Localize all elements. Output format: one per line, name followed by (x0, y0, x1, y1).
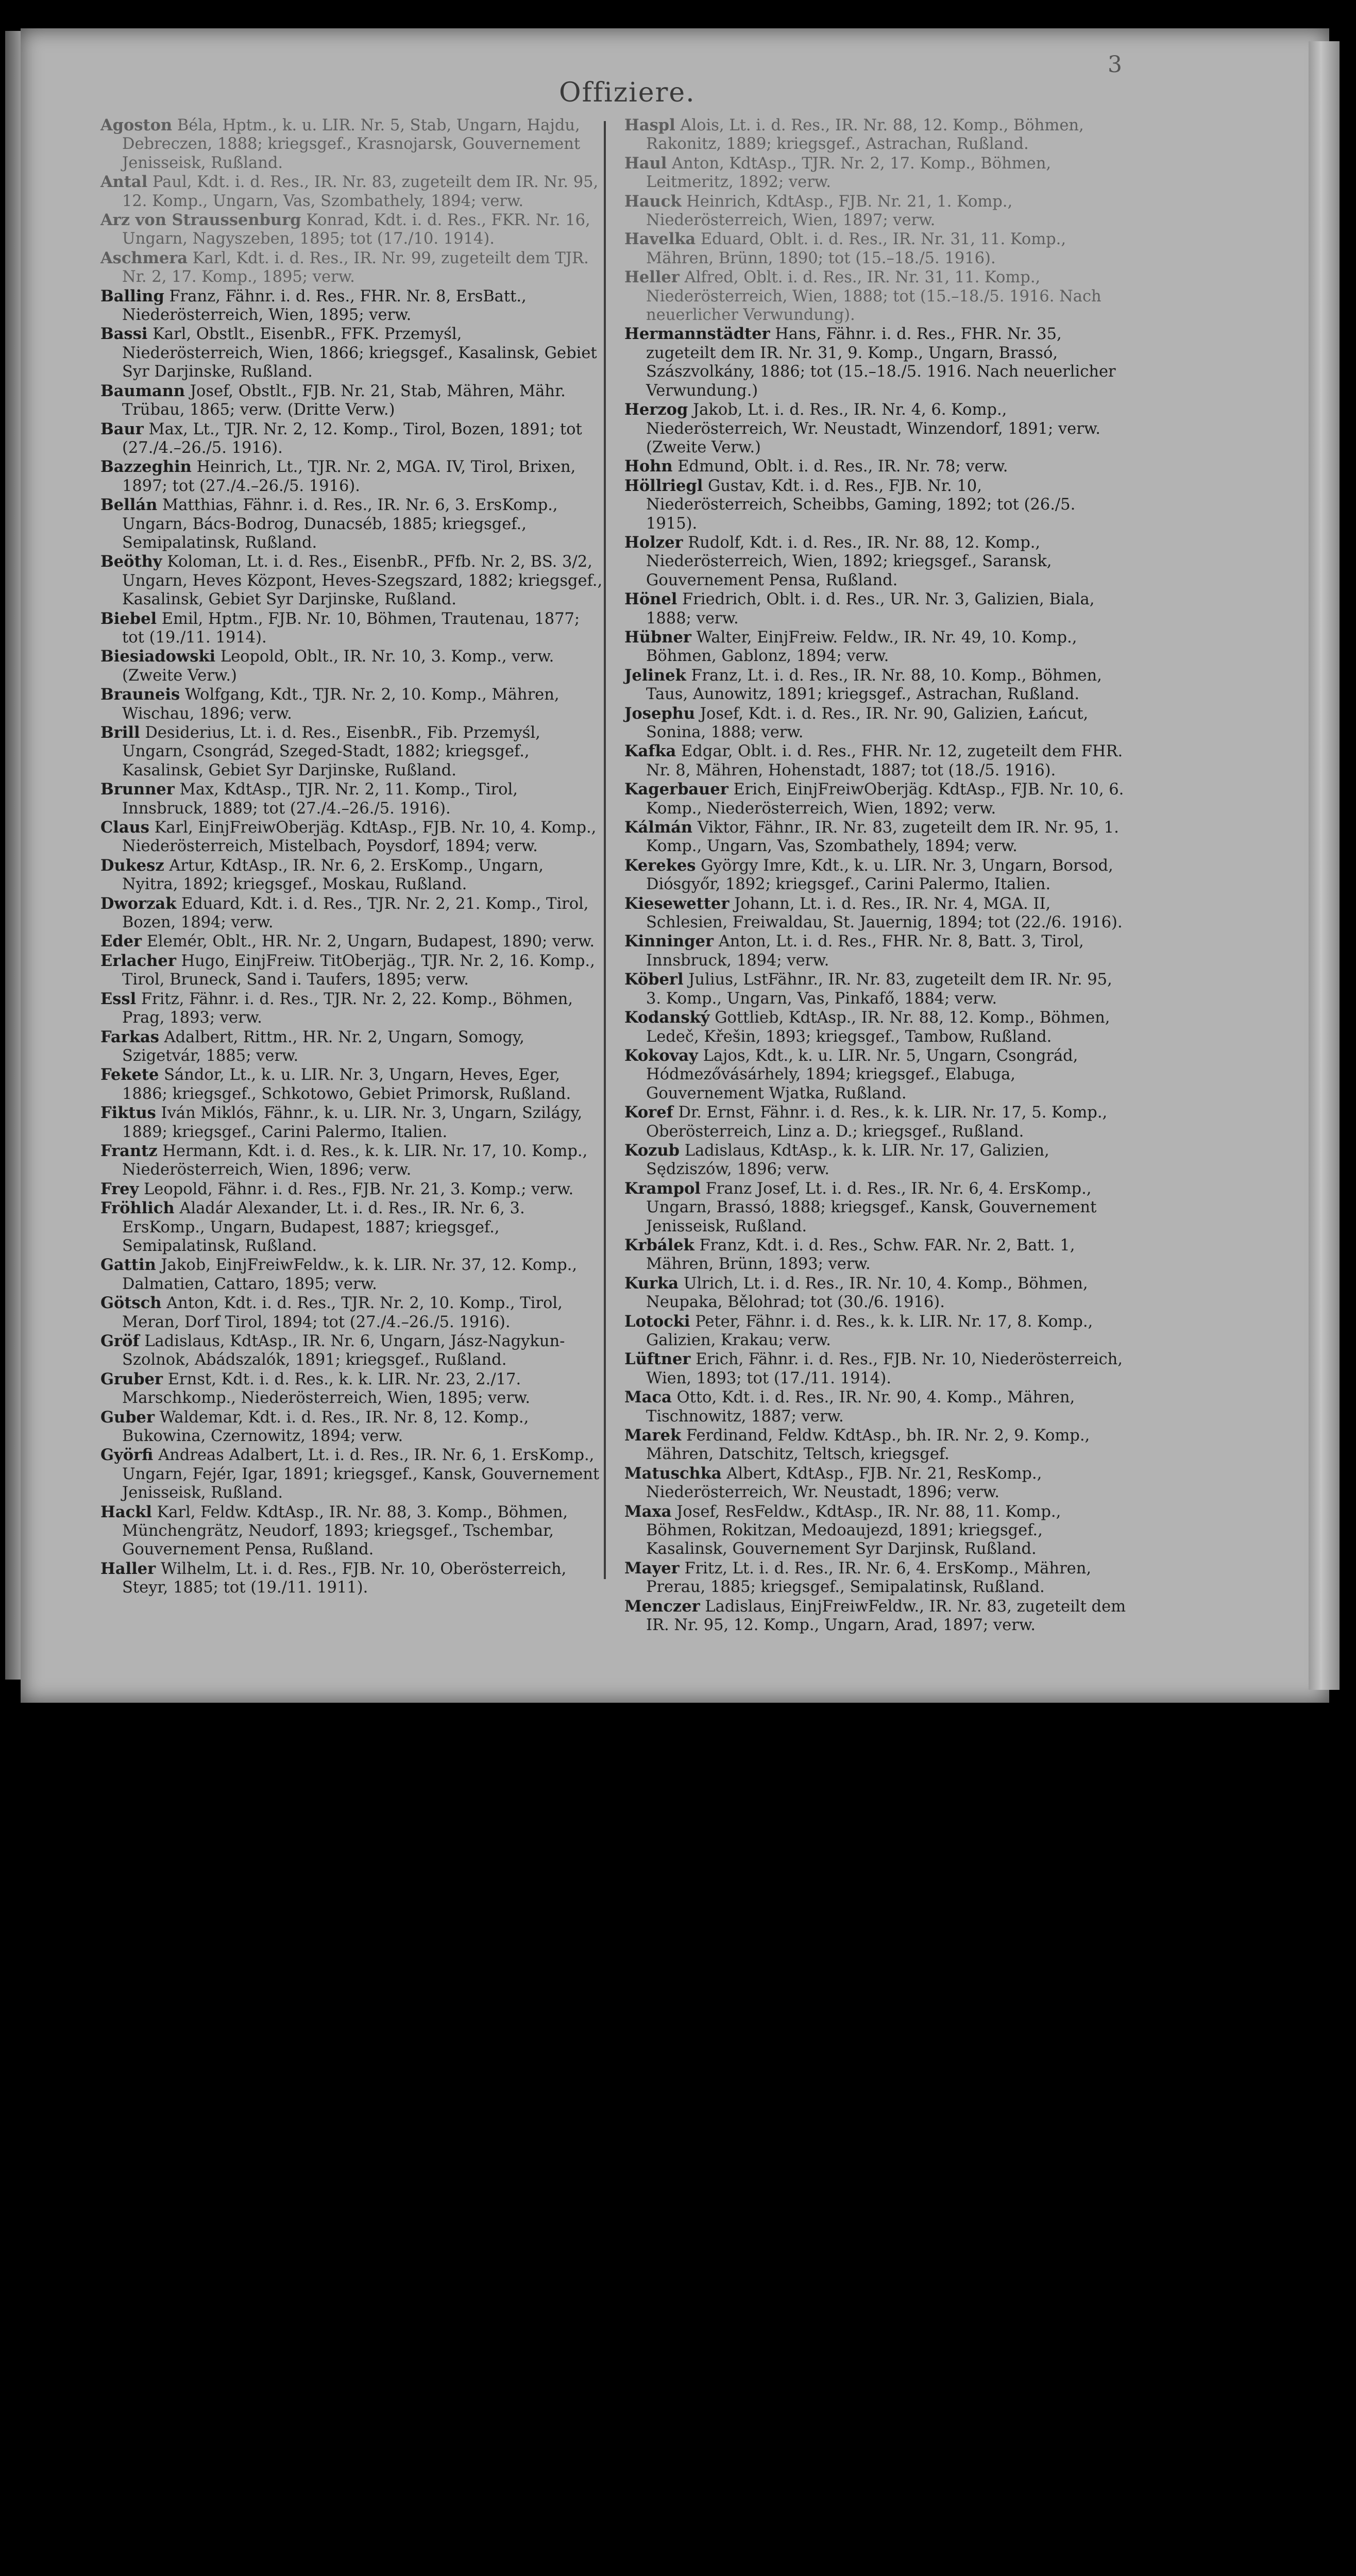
officer-details: Waldemar, Kdt. i. d. Res., IR. Nr. 8, 12. Komp., Bukowina, Czernowitz, 1894; verw. (122, 1408, 529, 1446)
officer-surname: Bellán (100, 496, 158, 515)
officer-entry (100, 1142, 603, 1180)
officer-entry (624, 1559, 1127, 1597)
officer-surname: Mayer (624, 1558, 680, 1578)
officer-entry (624, 970, 1127, 1008)
right-column (624, 116, 1127, 1635)
officer-surname: Beöthy (100, 552, 162, 571)
officer-entry (100, 723, 603, 780)
officer-details: Julius, LstFähnr., IR. Nr. 83, zugeteilt dem IR. Nr. 95, 3. Komp., Ungarn, Vas, Pinkafő, 1884; verw. (646, 971, 1112, 1008)
officer-details: Leopold, Fähnr. i. d. Res., FJB. Nr. 21, 3. Komp.; verw. (144, 1180, 574, 1198)
officer-surname: Haller (100, 1559, 156, 1578)
officer-details: Béla, Hptm., k. u. LIR. Nr. 5, Stab, Ungarn, Hajdu, Debreczen, 1888; kriegsgef., Krasnojarsk, Gouvernement Jenisseisk, Rußland. (122, 116, 581, 172)
officer-surname: Jelinek (624, 666, 686, 685)
officer-surname: Holzer (624, 533, 683, 552)
officer-surname: Farkas (100, 1027, 159, 1046)
officer-details: Matthias, Fähnr. i. d. Res., IR. Nr. 6, 3. ErsKomp., Ungarn, Bács-Bodrog, Dunacséb, 1885; kriegsgef., Semipalatinsk, Rußland. (122, 496, 558, 552)
officer-surname: Bassi (100, 325, 148, 344)
officer-details: Wolfgang, Kdt., TJR. Nr. 2, 10. Komp., Mähren, Wischau, 1896; verw. (122, 686, 560, 723)
officer-surname: Herzog (624, 400, 688, 419)
officer-entry (624, 666, 1127, 704)
officer-entry (624, 1388, 1127, 1426)
officer-entry (624, 1103, 1127, 1141)
officer-entry (100, 1370, 603, 1408)
officer-entry (100, 894, 603, 933)
officer-entry (624, 932, 1127, 970)
officer-entry (624, 1312, 1127, 1350)
officer-details: Ernst, Kdt. i. d. Res., k. k. LIR. Nr. 23, 2./17. Marschkomp., Niederösterreich, Wien, 1895; verw. (122, 1370, 531, 1408)
officer-details: Heinrich, KdtAsp., FJB. Nr. 21, 1. Komp., Niederösterreich, Wien, 1897; verw. (646, 192, 1013, 230)
officer-details: Eduard, Oblt. i. d. Res., IR. Nr. 31, 11. Komp., Mähren, Brünn, 1890; tot (15.–18./5. 1916). (646, 230, 1066, 267)
officer-entry (624, 1502, 1127, 1559)
officer-details: Wilhelm, Lt. i. d. Res., FJB. Nr. 10, Oberösterreich, Steyr, 1885; tot (19./11. 1911). (122, 1560, 567, 1597)
officer-surname: Claus (100, 818, 149, 837)
officer-details: Anton, Lt. i. d. Res., FHR. Nr. 8, Batt. 3, Tirol, Innsbruck, 1894; verw. (646, 933, 1084, 970)
officer-entry (100, 325, 603, 381)
page-title: Offiziere. (559, 77, 696, 108)
officer-details: Karl, Obstlt., EisenbR., FFK. Przemyśl, Niederösterreich, Wien, 1866; kriegsgef., Kasalinsk, Gebiet Syr Darjinske, Rußland. (122, 325, 597, 381)
officer-entry (100, 496, 603, 552)
officer-surname: Kiesewetter (624, 894, 730, 913)
officer-details: Max, Lt., TJR. Nr. 2, 12. Komp., Tirol, Bozen, 1891; tot (27./4.–26./5. 1916). (122, 420, 582, 457)
officer-details: Karl, Feldw. KdtAsp., IR. Nr. 88, 3. Komp., Böhmen, Münchengrätz, Neudorf, 1893; kriegsgef., Tschembar, Gouvernement Pensa, Rußland. (122, 1503, 568, 1559)
officer-details: Franz, Fähnr. i. d. Res., FHR. Nr. 8, ErsBatt., Niederösterreich, Wien, 1895; verw. (122, 287, 527, 325)
left-column (100, 116, 603, 1598)
officer-entry (100, 1180, 603, 1199)
officer-surname: Baur (100, 419, 144, 438)
officer-surname: Eder (100, 932, 142, 951)
officer-entry (624, 400, 1127, 457)
officer-entry (100, 609, 603, 648)
officer-surname: Gruber (100, 1369, 163, 1388)
officer-entry (624, 590, 1127, 628)
officer-surname: Krbálek (624, 1235, 694, 1255)
officer-details: Josef, Kdt. i. d. Res., IR. Nr. 90, Galizien, Łańcut, Sonina, 1888; verw. (646, 704, 1089, 741)
officer-surname: Maxa (624, 1502, 672, 1521)
officer-surname: Kodanský (624, 1008, 710, 1027)
officer-entry (624, 533, 1127, 590)
officer-surname: Haul (624, 154, 667, 173)
officer-surname: Koref (624, 1103, 673, 1122)
officer-entry (624, 1236, 1127, 1274)
officer-surname: Kinninger (624, 932, 714, 951)
officer-details: György Imre, Kdt., k. u. LIR. Nr. 3, Ungarn, Borsod, Diósgyőr, 1892; kriegsgef., Carini Palermo, Italien. (646, 856, 1113, 894)
officer-surname: Brill (100, 723, 140, 742)
officer-surname: Fröhlich (100, 1199, 175, 1218)
officer-details: Emil, Hptm., FJB. Nr. 10, Böhmen, Trautenau, 1877; tot (19./11. 1914). (122, 609, 580, 647)
officer-details: Alois, Lt. i. d. Res., IR. Nr. 88, 12. Komp., Böhmen, Rakonitz, 1889; kriegsgef., Astrachan, Rußland. (646, 116, 1084, 154)
officer-surname: Dworzak (100, 894, 177, 913)
officer-entry (100, 990, 603, 1028)
officer-surname: Gröf (100, 1332, 140, 1350)
officer-entry (624, 154, 1127, 192)
officer-entry (100, 780, 603, 818)
page-right-edge (1309, 41, 1340, 1690)
officer-entry (624, 1464, 1127, 1502)
officer-surname: Kerekes (624, 856, 696, 875)
officer-entry (100, 1294, 603, 1332)
officer-surname: Biesiadowski (100, 647, 216, 666)
page-number: 3 (1108, 52, 1122, 78)
officer-entry (100, 932, 603, 951)
officer-entry (624, 628, 1127, 666)
officer-entry (100, 249, 603, 287)
officer-details: Josef, ResFeldw., KdtAsp., IR. Nr. 88, 11. Komp., Böhmen, Rokitzan, Medoaujezd, 1891; kriegsgef., Kasalinsk, Gouvernement Syr Darjinsk, Rußland. (646, 1502, 1061, 1558)
officer-details: Edmund, Oblt. i. d. Res., IR. Nr. 78; verw. (677, 457, 1008, 476)
officer-surname: Höllriegl (624, 476, 703, 495)
officer-entry (624, 1141, 1127, 1179)
officer-surname: Gattin (100, 1256, 156, 1275)
officer-details: Gustav, Kdt. i. d. Res., FJB. Nr. 10, Niederösterreich, Scheibbs, Gaming, 1892; tot (26./5. 1915). (646, 477, 1076, 533)
officer-details: Albert, KdtAsp., FJB. Nr. 21, ResKomp., Niederösterreich, Wr. Neustadt, 1896; verw. (646, 1464, 1042, 1502)
officer-surname: Kurka (624, 1274, 679, 1293)
officer-surname: Kálmán (624, 818, 693, 837)
officer-details: Hermann, Kdt. i. d. Res., k. k. LIR. Nr. 17, 10. Komp., Niederösterreich, Wien, 1896; verw. (122, 1142, 588, 1179)
officer-entry (624, 477, 1127, 533)
officer-entry (100, 382, 603, 420)
officer-details: Heinrich, Lt., TJR. Nr. 2, MGA. IV, Tirol, Brixen, 1897; tot (27./4.–26./5. 1916). (122, 458, 576, 495)
officer-details: Desiderius, Lt. i. d. Res., EisenbR., Fib. Przemyśl, Ungarn, Csongrád, Szeged-Stadt, 1882; kriegsgef., Kasalinsk, Gebiet Syr Darjinske, Rußland. (122, 724, 540, 779)
officer-entry (100, 552, 603, 609)
officer-entry (100, 457, 603, 496)
officer-details: Ferdinand, Feldw. KdtAsp., bh. IR. Nr. 2, 9. Komp., Mähren, Datschitz, Teltsch, kriegsgef. (646, 1427, 1090, 1464)
officer-entry (624, 1008, 1127, 1046)
officer-details: Walter, EinjFreiw. Feldw., IR. Nr. 49, 10. Komp., Böhmen, Gablonz, 1894; verw. (646, 628, 1077, 666)
officer-entry (100, 1408, 603, 1446)
officer-entry (624, 1179, 1127, 1236)
officer-details: Konrad, Kdt. i. d. Res., FKR. Nr. 16, Ungarn, Nagyszeben, 1895; tot (17./10. 1914). (122, 211, 590, 248)
officer-entry (624, 268, 1127, 325)
officer-details: Eduard, Kdt. i. d. Res., TJR. Nr. 2, 21. Komp., Tirol, Bozen, 1894; verw. (122, 894, 589, 932)
officer-surname: Erlacher (100, 951, 176, 970)
officer-entry (624, 1046, 1127, 1103)
officer-surname: Kafka (624, 742, 676, 761)
officer-details: Ladislaus, EinjFreiwFeldw., IR. Nr. 83, zugeteilt dem IR. Nr. 95, 12. Komp., Ungarn, Arad, 1897; verw. (646, 1597, 1126, 1635)
officer-entry (100, 1065, 603, 1104)
officer-details: Andreas Adalbert, Lt. i. d. Res., IR. Nr. 6, 1. ErsKomp., Ungarn, Fejér, Igar, 1891; kriegsgef., Kansk, Gouvernement Jenisseisk, Rußland. (122, 1446, 600, 1502)
officer-entry (624, 457, 1127, 476)
officer-entry (624, 742, 1127, 780)
officer-surname: Götsch (100, 1294, 162, 1313)
officer-surname: Dukesz (100, 856, 164, 875)
officer-entry (624, 1426, 1127, 1464)
officer-surname: Maca (624, 1388, 672, 1407)
officer-surname: Essl (100, 989, 137, 1008)
officer-entry (624, 1350, 1127, 1388)
officer-entry (100, 856, 603, 894)
officer-surname: Fiktus (100, 1104, 156, 1123)
officer-entry (624, 1597, 1127, 1635)
officer-details: Ulrich, Lt. i. d. Res., IR. Nr. 10, 4. Komp., Böhmen, Neupaka, Bělohrad; tot (30./6. 1916). (646, 1274, 1088, 1312)
officer-surname: Balling (100, 286, 164, 306)
officer-entry (624, 894, 1127, 933)
officer-entry (100, 1560, 603, 1598)
officer-details: Dr. Ernst, Fähnr. i. d. Res., k. k. LIR. Nr. 17, 5. Komp., Oberösterreich, Linz a. D.; kriegsgef., Rußland. (646, 1104, 1108, 1141)
officer-details: Adalbert, Rittm., HR. Nr. 2, Ungarn, Somogy, Szigetvár, 1885; verw. (122, 1028, 524, 1065)
officer-details: Paul, Kdt. i. d. Res., IR. Nr. 83, zugeteilt dem IR. Nr. 95, 12. Komp., Ungarn, Vas, Szombathely, 1894; verw. (122, 173, 599, 210)
officer-surname: Biebel (100, 609, 157, 628)
officer-details: Aladár Alexander, Lt. i. d. Res., IR. Nr. 6, 3. ErsKomp., Ungarn, Budapest, 1887; kriegsgef., Semipalatinsk, Rußland. (122, 1199, 525, 1255)
viewer-footer (0, 1721, 1356, 1824)
officer-entry (624, 818, 1127, 856)
officer-surname: Köberl (624, 970, 684, 989)
officer-entry (624, 116, 1127, 154)
officer-surname: Bazzeghin (100, 457, 192, 477)
officer-details: Hans, Fähnr. i. d. Res., FHR. Nr. 35, zugeteilt dem IR. Nr. 31, 9. Komp., Ungarn, Brassó, Szászvolkány, 1886; tot (15.–18./5. 1916. Nach neuerlicher Verwundung.) (646, 325, 1116, 400)
officer-entry (100, 211, 603, 249)
officer-surname: Lotocki (624, 1312, 690, 1331)
officer-details: Artur, KdtAsp., IR. Nr. 6, 2. ErsKomp., Ungarn, Nyitra, 1892; kriegsgef., Moskau, Rußland. (122, 856, 544, 894)
officer-details: Alfred, Oblt. i. d. Res., IR. Nr. 31, 11. Komp., Niederösterreich, Wien, 1888; tot (15.–18./5. 1916. Nach neuerlicher Verwundung). (646, 268, 1101, 325)
officer-details: Karl, Kdt. i. d. Res., IR. Nr. 99, zugeteilt dem TJR. Nr. 2, 17. Komp., 1895; verw. (122, 249, 589, 286)
column-divider (604, 121, 606, 1579)
officer-entry (624, 192, 1127, 230)
officer-surname: Aschmera (100, 248, 188, 267)
officer-details: Ladislaus, KdtAsp., IR. Nr. 6, Ungarn, Jász-Nagykun-Szolnok, Abádszalók, 1891; kriegsgef., Rußland. (122, 1332, 565, 1369)
officer-details: Viktor, Fähnr., IR. Nr. 83, zugeteilt dem IR. Nr. 95, 1. Komp., Ungarn, Vas, Szombathely, 1894; verw. (646, 819, 1119, 856)
officer-surname: Brauneis (100, 685, 180, 704)
officer-details: Elemér, Oblt., HR. Nr. 2, Ungarn, Budapest, 1890; verw. (146, 933, 595, 951)
officer-entry (100, 116, 603, 173)
officer-entry (100, 685, 603, 723)
officer-details: Karl, EinjFreiwOberjäg. KdtAsp., FJB. Nr. 10, 4. Komp., Niederösterreich, Mistelbach, Poysdorf, 1894; verw. (122, 819, 597, 856)
officer-surname: Marek (624, 1426, 682, 1445)
officer-surname: Arz von Straussenburg (100, 211, 301, 230)
officer-details: Jakob, Lt. i. d. Res., IR. Nr. 4, 6. Komp., Niederösterreich, Wr. Neustadt, Winzendorf, 1891; verw. (Zweite Verw.) (646, 401, 1100, 456)
officer-entry (100, 1256, 603, 1294)
officer-details: Leopold, Oblt., IR. Nr. 10, 3. Komp., verw. (Zweite Verw.) (122, 648, 554, 685)
officer-details: Max, KdtAsp., TJR. Nr. 2, 11. Komp., Tirol, Innsbruck, 1889; tot (27./4.–26./5. 1916). (122, 781, 518, 818)
officer-details: Sándor, Lt., k. u. LIR. Nr. 3, Ungarn, Heves, Eger, 1886; kriegsgef., Schkotowo, Gebiet Primorsk, Rußland. (122, 1066, 571, 1103)
officer-details: Friedrich, Oblt. i. d. Res., UR. Nr. 3, Galizien, Biala, 1888; verw. (646, 590, 1095, 628)
officer-surname: Menczer (624, 1597, 700, 1616)
officer-entry (624, 325, 1127, 400)
officer-details: Fritz, Lt. i. d. Res., IR. Nr. 6, 4. ErsKomp., Mähren, Prerau, 1885; kriegsgef., Semipalatinsk, Rußland. (646, 1559, 1092, 1597)
officer-surname: Hauck (624, 192, 682, 211)
officer-surname: Antal (100, 173, 148, 192)
officer-entry (100, 1332, 603, 1370)
officer-surname: Fekete (100, 1065, 159, 1084)
officer-details: Ladislaus, KdtAsp., k. k. LIR. Nr. 17, Galizien, Sędziszów, 1896; verw. (646, 1141, 1049, 1179)
officer-surname: Frantz (100, 1141, 158, 1160)
officer-entry (624, 704, 1127, 742)
officer-details: Edgar, Oblt. i. d. Res., FHR. Nr. 12, zugeteilt dem FHR. Nr. 8, Mähren, Hohenstadt, 1887; tot (18./5. 1916). (646, 742, 1123, 779)
officer-surname: Györfi (100, 1446, 154, 1465)
officer-surname: Hönel (624, 590, 677, 609)
officer-details: Franz, Kdt. i. d. Res., Schw. FAR. Nr. 2, Batt. 1, Mähren, Brünn, 1893; verw. (646, 1236, 1075, 1274)
officer-details: Lajos, Kdt., k. u. LIR. Nr. 5, Ungarn, Csongrád, Hódmezővásárhely, 1894; kriegsgef., Elabuga, Gouvernement Wjatka, Rußland. (646, 1046, 1078, 1103)
officer-entry (100, 1446, 603, 1502)
officer-entry (100, 1199, 603, 1256)
officer-entry (624, 230, 1127, 268)
officer-details: Jakob, EinjFreiwFeldw., k. k. LIR. Nr. 37, 12. Komp., Dalmatien, Cattaro, 1895; verw. (122, 1256, 578, 1293)
officer-entry (100, 952, 603, 990)
officer-entry (100, 1104, 603, 1142)
officer-surname: Josephu (624, 704, 696, 723)
officer-entry (100, 287, 603, 325)
officer-details: Fritz, Fähnr. i. d. Res., TJR. Nr. 2, 22. Komp., Böhmen, Prag, 1893; verw. (122, 990, 573, 1027)
officer-entry (624, 780, 1127, 818)
officer-surname: Heller (624, 268, 680, 287)
officer-entry (100, 173, 603, 211)
officer-details: Hugo, EinjFreiw. TitOberjäg., TJR. Nr. 2, 16. Komp., Tirol, Bruneck, Sand i. Taufers, 1895; verw. (122, 952, 595, 989)
officer-entry (624, 1274, 1127, 1312)
officer-surname: Guber (100, 1408, 155, 1427)
officer-details: Franz Josef, Lt. i. d. Res., IR. Nr. 6, 4. ErsKomp., Ungarn, Brassó, 1888; kriegsgef., Kansk, Gouvernement Jenisseisk, Rußland. (646, 1179, 1097, 1235)
officer-entry (624, 856, 1127, 894)
officer-entry (100, 647, 603, 685)
officer-details: Josef, Obstlt., FJB. Nr. 21, Stab, Mähren, Mähr. Trübau, 1865; verw. (Dritte Verw.) (122, 382, 566, 419)
officer-surname: Matuschka (624, 1464, 722, 1483)
officer-surname: Brunner (100, 780, 175, 799)
officer-surname: Hübner (624, 628, 691, 647)
officer-entry (100, 818, 603, 856)
officer-surname: Haspl (624, 116, 675, 134)
officer-surname: Frey (100, 1179, 139, 1198)
officer-details: Rudolf, Kdt. i. d. Res., IR. Nr. 88, 12. Komp., Niederösterreich, Wien, 1892; kriegsgef., Saransk, Gouvernement Pensa, Rußland. (646, 533, 1052, 589)
officer-surname: Agoston (100, 116, 173, 134)
officer-details: Erich, Fähnr. i. d. Res., FJB. Nr. 10, Niederösterreich, Wien, 1893; tot (17./11. 1914). (646, 1350, 1123, 1387)
officer-surname: Krampol (624, 1179, 701, 1198)
officer-details: Peter, Fähnr. i. d. Res., k. k. LIR. Nr. 17, 8. Komp., Galizien, Krakau; verw. (646, 1312, 1093, 1349)
officer-surname: Hermannstädter (624, 325, 770, 344)
officer-entry (100, 1028, 603, 1066)
officer-details: Erich, EinjFreiwOberjäg. KdtAsp., FJB. Nr. 10, 6. Komp., Niederösterreich, Wien, 1892; verw. (646, 781, 1124, 818)
officer-details: Iván Miklós, Fähnr., k. u. LIR. Nr. 3, Ungarn, Szilágy, 1889; kriegsgef., Carini Palermo, Italien. (122, 1104, 583, 1141)
officer-details: Otto, Kdt. i. d. Res., IR. Nr. 90, 4. Komp., Mähren, Tischnowitz, 1887; verw. (646, 1388, 1075, 1426)
officer-surname: Havelka (624, 230, 696, 249)
officer-surname: Kozub (624, 1141, 680, 1160)
officer-entry (100, 420, 603, 458)
officer-surname: Hackl (100, 1502, 152, 1521)
officer-details: Franz, Lt. i. d. Res., IR. Nr. 88, 10. Komp., Böhmen, Taus, Aunowitz, 1891; kriegsgef., Astrachan, Rußland. (646, 666, 1102, 704)
officer-entry (100, 1503, 603, 1560)
officer-surname: Kagerbauer (624, 780, 728, 799)
officer-details: Gottlieb, KdtAsp., IR. Nr. 88, 12. Komp., Böhmen, Ledeč, Křešin, 1893; kriegsgef., Tambow, Rußland. (646, 1009, 1110, 1046)
officer-details: Anton, Kdt. i. d. Res., TJR. Nr. 2, 10. Komp., Tirol, Meran, Dorf Tirol, 1894; tot (27./4.–26./5. 1916). (122, 1294, 563, 1331)
officer-details: Koloman, Lt. i. d. Res., EisenbR., PFfb. Nr. 2, BS. 3/2, Ungarn, Heves Központ, Heves-Szegszard, 1882; kriegsgef., Kasalinsk, Gebiet Syr Darjinske, Rußland. (122, 553, 603, 609)
officer-details: Johann, Lt. i. d. Res., IR. Nr. 4, MGA. II, Schlesien, Freiwaldau, St. Jauernig, 1894; tot (22./6. 1916). (646, 894, 1123, 932)
officer-surname: Baumann (100, 381, 185, 400)
officer-surname: Kokovay (624, 1046, 698, 1065)
officer-surname: Lüftner (624, 1350, 691, 1369)
officer-surname: Hohn (624, 457, 673, 476)
officer-details: Anton, KdtAsp., TJR. Nr. 2, 17. Komp., Böhmen, Leitmeritz, 1892; verw. (646, 154, 1052, 192)
